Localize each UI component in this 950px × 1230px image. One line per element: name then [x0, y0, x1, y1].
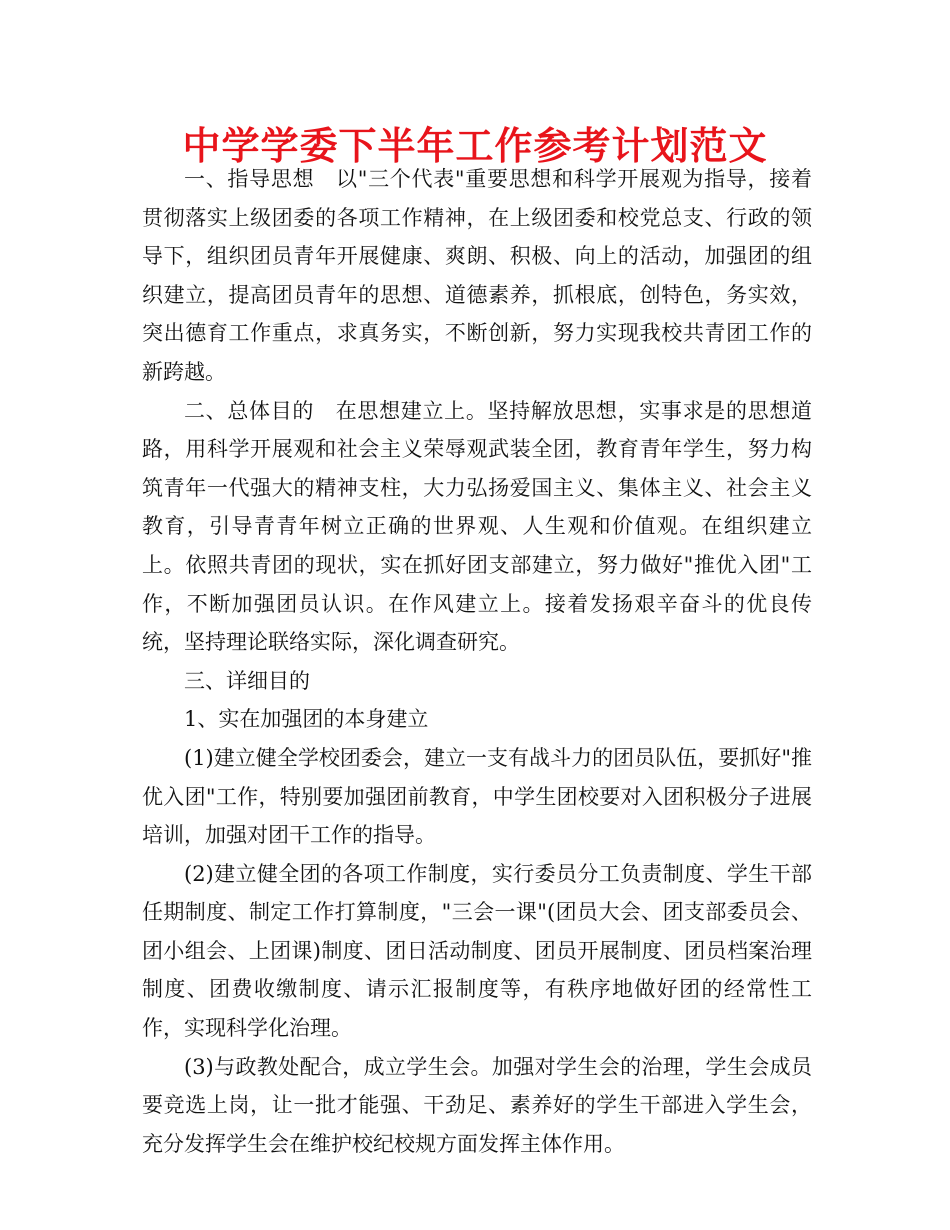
paragraph-item-2: (2)建立健全团的各项工作制度，实行委员分工负责制度、学生干部任期制度、制定工作打算制度，"三会一课"(团员大会、团支部委员会、团小组会、上团课)制度、团日活动制度、团员开展制度、团员档案治理制度、团费收缴制度、请示汇报制度等，有秩序地做好团的经常性工作，实现科学化治理。	[142, 861, 812, 1041]
paragraph-guiding-ideology: 一、指导思想 以"三个代表"重要思想和科学开展观为指导，接着贯彻落实上级团委的各项工作精神，在上级团委和校党总支、行政的领导下，组织团员青年开展健康、爽朗、积极、向上的活动，加强团的组织建立，提高团员青年的思想、道德素养，抓根底，创特色，务实效，突出德育工作重点，求真务实，不断创新，努力实现我校共青团工作的新跨越。	[142, 167, 812, 384]
document-title: 中学学委下半年工作参考计划范文	[182, 124, 768, 168]
subheading-self-building: 1、实在加强团的本身建立	[184, 707, 429, 732]
heading-detailed-goals: 三、详细目的	[184, 668, 310, 693]
paragraph-item-1: (1)建立健全学校团委会，建立一支有战斗力的团员队伍，要抓好"推优入团"工作，特别要加强团前教育，中学生团校要对入团积极分子进展培训，加强对团干工作的指导。	[142, 745, 812, 848]
paragraph-overall-goals: 二、总体目的 在思想建立上。坚持解放思想，实事求是的思想道路，用科学开展观和社会主义荣辱观武装全团，教育青年学生，努力构筑青年一代强大的精神支柱，大力弘扬爱国主义、集体主义、社会主义教育，引导青青年树立正确的世界观、人生观和价值观。在组织建立上。依照共青团的现状，实在抓好团支部建立，努力做好"推优入团"工作，不断加强团员认识。在作风建立上。接着发扬艰辛奋斗的优良传统，坚持理论联络实际，深化调查研究。	[142, 398, 812, 655]
paragraph-item-3: (3)与政教处配合，成立学生会。加强对学生会的治理，学生会成员要竞选上岗，让一批才能强、干劲足、素养好的学生干部进入学生会，充分发挥学生会在维护校纪校规方面发挥主体作用。	[142, 1054, 812, 1156]
document-body	[142, 160, 812, 1163]
